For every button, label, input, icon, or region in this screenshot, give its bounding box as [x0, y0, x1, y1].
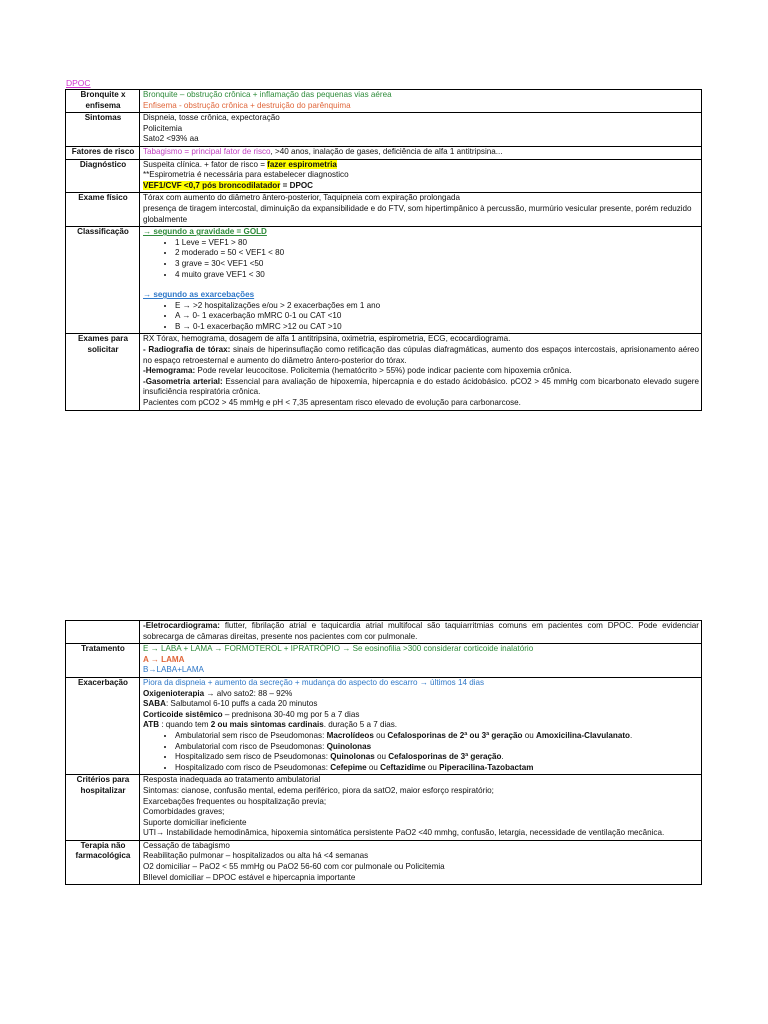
- row-label: Bronquite x enfisema: [66, 90, 140, 113]
- text-line: [143, 699, 699, 710]
- row-label: Exames para solicitar: [66, 334, 140, 410]
- text-span: Hospitalizado sem risco de Pseudomonas:: [175, 752, 331, 762]
- text-line: O2 domiciliar – PaO2 < 55 mmHg ou PaO2 56-60 com cor pulmonale ou Policitemia: [143, 862, 445, 872]
- text-line: RX Tórax, hemograma, dosagem de alfa 1 antitripsina, oximetria, espirometria, ECG, ecocardiograma.: [143, 334, 511, 344]
- text-span: Cefalosporinas de 3ª geração: [388, 752, 502, 762]
- list-item: [175, 752, 699, 763]
- text-line: [143, 710, 699, 721]
- row-diagnostico: [66, 159, 702, 193]
- enfisema-definition: Enfisema - obstrução crônica + destruição do parênquima: [143, 100, 351, 110]
- text-span: Ambulatorial sem risco de Pseudomonas:: [175, 730, 327, 740]
- text-line: Piora da dispneia + aumento da secreção + mudança do aspecto do escarro → últimos 14 dias: [143, 677, 485, 687]
- text-span: ou: [366, 762, 381, 772]
- list-item: • 1 Leve = VEF1 > 80: [175, 238, 699, 249]
- text-line: Sintomas: cianose, confusão mental, edema periférico, piora da satO2, maior esforço respiratório;: [143, 785, 494, 795]
- text-span: Ceftazidime: [380, 762, 426, 772]
- text-line: presença de tiragem intercostal, diminuição da expansibilidade e do FTV, som hipertimpânico à percussão, murmúrio vesicular presente, porém reduzido globalmente: [143, 203, 692, 224]
- list-item: • B → 0-1 exacerbação mMRC >12 ou CAT >10: [175, 322, 699, 333]
- text-span: .: [501, 752, 504, 762]
- text-span: Macrolídeos: [326, 730, 374, 740]
- row-content: [140, 159, 702, 193]
- text-line: [143, 366, 699, 377]
- row-content: [140, 334, 702, 410]
- text-line: E → LABA + LAMA → FORMOTEROL + IPRATRÓPIO → Se eosinofilia >300 considerar corticoide inalatório: [143, 644, 534, 654]
- text-span: . duração 5 a 7 dias.: [323, 720, 398, 730]
- row-sintomas: [66, 113, 702, 147]
- row-criterios: [66, 775, 702, 841]
- gold-list: [143, 238, 699, 280]
- text-span: Cefalosporinas de 2ª ou 3ª geração: [387, 730, 523, 740]
- row-label: Exame físico: [66, 193, 140, 227]
- list-item: • 4 muito grave VEF1 < 30: [175, 270, 699, 281]
- row-label: Critérios para hospitalizar: [66, 775, 140, 841]
- row-label: Terapia não farmacológica: [66, 840, 140, 884]
- text-span: Pode revelar leucocitose. Policitemia (hematócrito > 55%) pode indicar paciente com hipoxemia crônica.: [195, 366, 572, 376]
- exacerbation-list: [143, 301, 699, 333]
- highlight-text: VEF1/CVF <0,7 pós broncodilatador: [143, 180, 281, 190]
- list-item: • 2 moderado = 50 < VEF1 < 80: [175, 248, 699, 259]
- row-label: Diagnóstico: [66, 159, 140, 193]
- text-line: **Espirometria é necessária para estabelecer diagnostico: [143, 170, 349, 180]
- text-span: Ambulatorial com risco de Pseudomonas:: [175, 741, 327, 751]
- row-content: [140, 644, 702, 678]
- text-span: Hospitalizado com risco de Pseudomonas:: [175, 762, 331, 772]
- text-span: sinais de hiperinsuflação como retificação das cúpulas diafragmáticas, aumento dos espaços intercostais, aprisionamento aéreo no espaço retroesternal e aumento do diâmetro ântero-posterior do tórax.: [143, 345, 699, 365]
- text-line: [143, 689, 699, 700]
- row-label: [66, 621, 140, 644]
- text-line: Suporte domiciliar ineficiente: [143, 817, 247, 827]
- row-content: [140, 677, 702, 774]
- row-fatores: [66, 146, 702, 159]
- text-span: Quinolonas: [326, 741, 372, 751]
- text-span: -Gasometria arterial:: [143, 376, 223, 386]
- text-line: Dispneia, tosse crônica, expectoração: [143, 113, 280, 123]
- text-span: Oxigenioterapia: [143, 688, 205, 698]
- text-span: ou: [373, 730, 388, 740]
- text-span: -Eletrocardiograma:: [143, 621, 220, 630]
- document-title: DPOC: [66, 78, 91, 88]
- row-label: Sintomas: [66, 113, 140, 147]
- text-span: Amoxicilina-Clavulanato: [535, 730, 630, 740]
- text-span: flutter, fibrilação atrial e taquicardia atrial multifocal são taquiarritmias comuns em pacientes com DPOC. Pode evidenciar sobrecarga de câmaras direitas, presente nos pacientes com cor pulmonale.: [143, 621, 699, 641]
- text-span: , >40 anos, inalação de gases, deficiência de alfa 1 antitripsina...: [270, 146, 503, 156]
- text-line: [143, 181, 699, 192]
- text-span: .: [629, 730, 633, 740]
- text-line: Pacientes com pCO2 > 45 mmHg e pH < 7,35 apresentam risco elevado de evolução para carbonarcose.: [143, 398, 521, 408]
- text-span: : Salbutamol 6-10 puffs a cada 20 minutos: [165, 699, 318, 709]
- row-content: [140, 193, 702, 227]
- row-bronquite: [66, 90, 702, 113]
- list-item: [175, 731, 699, 742]
- text-span: – prednisona 30-40 mg por 5 a 7 dias: [222, 709, 360, 719]
- text-line: Reabilitação pulmonar – hospitalizados ou alta há <4 semanas: [143, 851, 369, 861]
- text-line: [143, 720, 699, 731]
- text-line: BIlevel domiciliar – DPOC estável e hipercapnia importante: [143, 872, 356, 882]
- list-item: [175, 742, 699, 753]
- row-exacerbacao: [66, 677, 702, 774]
- row-label: Tratamento: [66, 644, 140, 678]
- text-line: [143, 377, 699, 398]
- text-span: -Hemograma:: [143, 366, 196, 376]
- row-content: [140, 840, 702, 884]
- row-label: Exacerbação: [66, 677, 140, 774]
- text-span: → alvo sato2: 88 – 92%: [204, 688, 293, 698]
- text-span: ou: [522, 730, 536, 740]
- row-terapia: [66, 840, 702, 884]
- row-ecg: [66, 621, 702, 644]
- text-line: Tórax com aumento do diâmetro ântero-posterior, Taquipneia com expiração prolongada: [143, 193, 461, 203]
- text-span: SABA: [143, 699, 166, 709]
- text-span: 2 ou mais sintomas cardinais: [210, 720, 324, 730]
- row-tratamento: [66, 644, 702, 678]
- highlight-text: fazer espirometria: [267, 159, 337, 169]
- row-exames: [66, 334, 702, 410]
- text-line: Resposta inadequada ao tratamento ambulatorial: [143, 775, 321, 785]
- text-span: Quinolonas: [330, 752, 375, 762]
- text-line: UTI→ Instabilidade hemodinâmica, hipoxemia sintomática persistente PaO2 <40 mmhg, confusão, letargia, necessidade de ventilação mecânica.: [143, 828, 665, 838]
- text-span: Piperacilina-Tazobactam: [439, 762, 534, 772]
- text-line: [143, 160, 699, 171]
- text-span: Cefepime: [330, 762, 367, 772]
- text-span: - Radiografia de tórax:: [143, 345, 231, 355]
- highlight-text: Tabagismo = principal fator de risco: [143, 146, 271, 156]
- text-span: = DPOC: [280, 180, 314, 190]
- list-item: • A → 0- 1 exacerbação mMRC 0-1 ou CAT <10: [175, 311, 699, 322]
- text-line: Cessação de tabagismo: [143, 840, 230, 850]
- row-content: [140, 621, 702, 644]
- text-line: Policitemia: [143, 123, 183, 133]
- text-span: ou: [425, 762, 440, 772]
- text-line: [143, 345, 699, 366]
- subheading: → segundo as exarcebações: [143, 290, 255, 300]
- text-span: Corticoide sistêmico: [143, 709, 223, 719]
- row-content: [140, 113, 702, 147]
- list-item: [175, 763, 699, 774]
- text-span: : quando tem: [159, 720, 211, 730]
- row-content: [140, 146, 702, 159]
- text-span: ATB: [143, 720, 160, 730]
- text-span: Suspeita clínica. + fator de risco =: [143, 159, 268, 169]
- subheading: → segundo a gravidade = GOLD: [143, 227, 267, 237]
- bronquite-definition: Bronquite – obstrução crônica + inflamação das pequenas vias aérea: [143, 90, 392, 99]
- list-item: • 3 grave = 30< VEF1 <50: [175, 259, 699, 270]
- text-line: Comorbidades graves;: [143, 807, 225, 817]
- text-line: Exarcebações frequentes ou hospitalização previa;: [143, 796, 327, 806]
- text-span: Essencial para avaliação de hipoxemia, hipercapnia e do estado ácidobásico. pCO2 > 45 mmHg com bicarbonato elevado sugere insuficiência respiratória crônica.: [143, 376, 699, 397]
- row-content: [140, 227, 702, 334]
- text-line: A → LAMA: [143, 654, 185, 664]
- row-label: Classificação: [66, 227, 140, 334]
- row-content: [140, 90, 702, 113]
- row-classificacao: [66, 227, 702, 334]
- antibiotic-list: [143, 731, 699, 773]
- dpoc-table-2: [65, 620, 702, 885]
- row-content: [140, 775, 702, 841]
- row-exame-fisico: [66, 193, 702, 227]
- dpoc-table-1: [65, 89, 702, 411]
- list-item: • E → >2 hospitalizações e/ou > 2 exacerbações em 1 ano: [175, 301, 699, 312]
- row-label: Fatores de risco: [66, 146, 140, 159]
- text-line: B→LABA+LAMA: [143, 665, 204, 675]
- text-span: ou: [374, 752, 389, 762]
- text-line: Sato2 <93% aa: [143, 134, 199, 144]
